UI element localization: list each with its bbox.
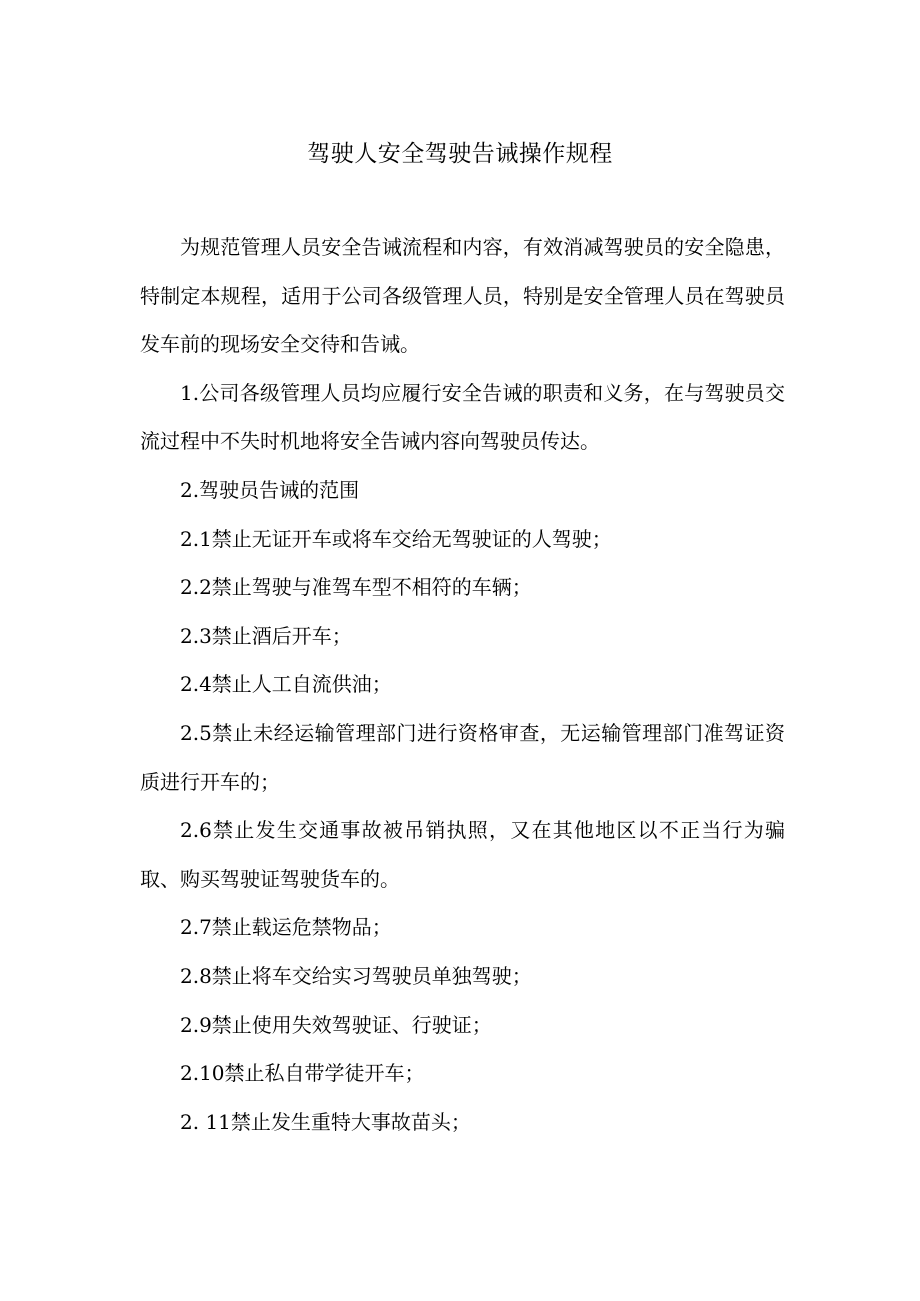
clause-2-5: 2.5禁止未经运输管理部门进行资格审查，无运输管理部门准驾证资质进行开车的； xyxy=(140,720,785,794)
document-body xyxy=(140,223,785,1146)
clause-2-4: 2.4禁止人工自流供油； xyxy=(180,672,392,697)
clause-2-3: 2.3禁止酒后开车； xyxy=(180,623,352,648)
clause-2-10: 2.10禁止私自带学徒开车； xyxy=(180,1061,425,1086)
clause-2-9: 2.9禁止使用失效驾驶证、行驶证； xyxy=(180,1012,492,1037)
clause-2-8: 2.8禁止将车交给实习驾驶员单独驾驶； xyxy=(180,963,532,988)
clause-2-11: 2. 11禁止发生重特大事故苗头； xyxy=(180,1109,471,1134)
clause-2-2: 2.2禁止驾驶与准驾车型不相符的车辆； xyxy=(180,575,532,600)
clause-2-6: 2.6禁止发生交通事故被吊销执照，又在其他地区以不正当行为骗取、购买驾驶证驾驶货车的。 xyxy=(140,818,785,891)
clause-2-1: 2.1禁止无证开车或将车交给无驾驶证的人驾驶； xyxy=(180,526,612,551)
clause-1: 1.公司各级管理人员均应履行安全告诫的职责和义务，在与驾驶员交流过程中不失时机地将安全告诫内容向驾驶员传达。 xyxy=(140,380,785,454)
intro-paragraph: 为规范管理人员安全告诫流程和内容，有效消减驾驶员的安全隐患，特制定本规程，适用于公司各级管理人员，特别是安全管理人员在驾驶员发车前的现场安全交待和告诫。 xyxy=(140,235,785,357)
clause-2-7: 2.7禁止载运危禁物品； xyxy=(180,915,392,940)
clause-2-heading: 2.驾驶员告诫的范围 xyxy=(180,477,360,502)
document-title: 驾驶人安全驾驶告诫操作规程 xyxy=(307,141,613,167)
